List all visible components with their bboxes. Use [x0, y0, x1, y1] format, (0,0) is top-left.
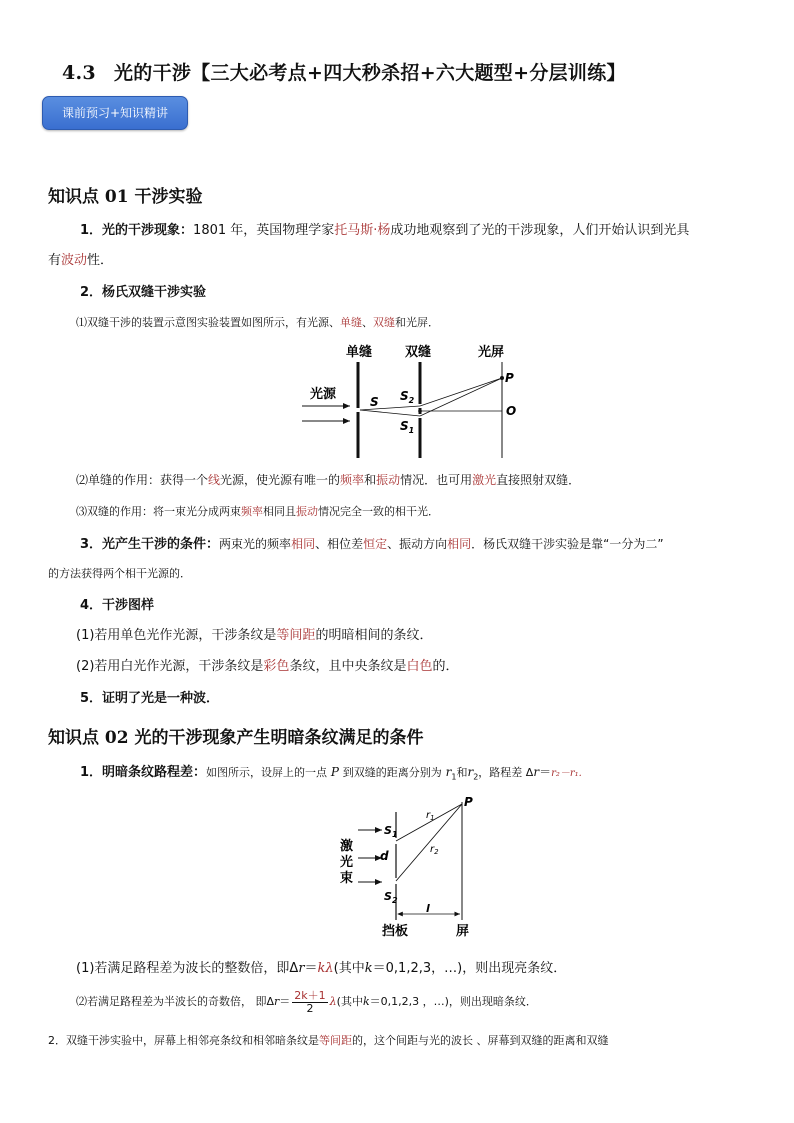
kp2-item1-r2: r	[467, 765, 474, 779]
fig2-laser-label-1: 激	[340, 839, 354, 854]
kp1-item3-red-b: 恒定	[363, 537, 388, 551]
kp1-item4-1-red: 等间距	[276, 628, 316, 643]
fig2-l-label: l	[426, 902, 430, 915]
kp1-item3-line2: 的方法获得两个相干光源的．	[48, 567, 191, 580]
fig1-S-label: S	[370, 395, 379, 409]
kp1-item3-b: 、相位差	[315, 537, 364, 551]
kp1-item3	[80, 535, 664, 554]
path-difference-diagram	[336, 794, 486, 940]
fig1-ray-s-s2	[360, 406, 420, 410]
kp1-sub1	[76, 314, 439, 332]
fig2-baffle-label: 挡板	[382, 924, 409, 939]
kp1-sub2-red-b: 频率	[340, 473, 365, 487]
kp1-heading: 知识点 01 干涉实验	[48, 187, 203, 207]
kp1-item3-d: ．杨氏双缝干涉实验是靠“一分为二”	[471, 537, 664, 551]
fig1-S1-label: $S_1$	[400, 419, 415, 435]
kp2-item1	[80, 763, 582, 786]
kp1-sub2-b: 光源，使光源有唯一的	[220, 473, 341, 487]
kp2-item1-b: 到双缝的距离分别为	[342, 766, 442, 779]
kp2-item1-r2sub: 2	[473, 772, 479, 782]
kp1-item2: 2．杨氏双缝干涉实验	[80, 285, 207, 300]
kp2-item1-r1: r	[445, 765, 452, 779]
kp1-item4-2a: (2)若用白光作光源，干涉条纹是	[76, 659, 264, 674]
kp2-item1-P: P	[330, 765, 339, 779]
kp2-c1-red: kλ	[317, 961, 334, 976]
kp1-sub1-b: 和光屏．	[395, 316, 439, 329]
kp1-item1-line2	[48, 252, 113, 270]
kp2-item2	[48, 1032, 609, 1050]
kp2-item1-expr: r₂－r₁.	[551, 768, 582, 779]
kp1-sub1-red-b: 双缝	[373, 316, 395, 329]
kp1-item4-2	[76, 658, 458, 676]
kp1-sub3-c: 情况完全一致的相干光．	[318, 505, 439, 518]
fig1-O-label: O	[506, 404, 517, 418]
section-title: 光的干涉【三大必考点+四大秒杀招+六大题型+分层训练】	[113, 62, 626, 84]
kp2-c2-a: ⑵若满足路程差为半波长的奇数倍， 即Δ	[76, 995, 275, 1008]
kp1-sub1-red-a: 单缝	[340, 316, 362, 329]
kp1-item4-2c: 的．	[432, 659, 459, 674]
kp2-c2-r: r	[274, 995, 280, 1008]
kp1-sub2-red-c: 振动	[376, 473, 401, 487]
kp2-c1-r: r	[298, 961, 305, 976]
kp1-sub3-red-a: 频率	[241, 505, 263, 518]
kp1-item5: 5．证明了光是一种波．	[80, 691, 220, 706]
kp1-item1-red-b: 波动	[61, 253, 88, 268]
kp1-item1-label: 1．光的干涉现象：	[80, 223, 194, 238]
kp2-item2-a: 2．双缝干涉实验中，屏幕上相邻亮条纹和相邻暗条纹是	[48, 1034, 319, 1047]
kp2-c2-den: 2	[306, 1001, 314, 1015]
kp2-item1-a: 如图所示，设屏上的一点	[206, 766, 328, 779]
kp2-c2-num: 2k＋1	[294, 988, 326, 1002]
section-number: 4.3	[62, 62, 96, 84]
kp1-sub3-a: ⑶双缝的作用：将一束光分成两束	[76, 505, 241, 518]
kp1-item3-red-c: 相同	[447, 537, 472, 551]
fig2-S2-label: $S_2$	[384, 890, 398, 905]
fig2-r1-label: $r_1$	[426, 810, 435, 822]
kp1-sub3	[76, 503, 439, 521]
kp1-sub2-a: ⑵单缝的作用：获得一个	[76, 473, 209, 487]
kp1-sub2	[76, 471, 580, 489]
kp1-item4-1b: 的明暗相间的条纹．	[315, 628, 433, 643]
kp2-c2-lambda: λ	[329, 995, 337, 1008]
kp1-item4: 4．干涉图样	[80, 598, 155, 613]
fig1-center-dot	[418, 409, 422, 413]
kp1-sub2-d: 情况．也可用	[400, 473, 473, 487]
kp2-item1-eq: ＝	[539, 765, 552, 779]
page-title	[62, 58, 626, 85]
kp1-item4-2-red-b: 白色	[406, 659, 433, 674]
preview-badge-button[interactable]: 课前预习+知识精讲	[42, 96, 188, 130]
kp1-item3-red-a: 相同	[291, 537, 316, 551]
kp1-item1	[80, 222, 689, 240]
fig2-r2-label: $r_2$	[430, 844, 439, 856]
kp2-item2-red: 等间距	[319, 1034, 352, 1047]
kp1-item4-2-red-a: 彩色	[263, 659, 290, 674]
fig2-S1-label: $S_1$	[384, 824, 398, 839]
kp1-sub3-b: 相同且	[263, 505, 296, 518]
kp2-c1-k: k	[364, 961, 373, 976]
kp2-c2-c: ＝0,1,2,3 ，…)，则出现暗条纹．	[369, 995, 537, 1008]
fig1-point-p	[500, 376, 504, 380]
kp2-item2-b: 的，这个间距与光的波长 、屏幕到双缝的距离和双缝	[352, 1034, 609, 1047]
fig2-P-label: P	[464, 795, 473, 809]
kp2-c2-k: k	[362, 995, 370, 1008]
fig1-single-slit-label: 单缝	[346, 345, 373, 360]
fig1-double-slit-label: 双缝	[405, 345, 432, 360]
kp2-condition-1	[76, 960, 566, 978]
fig1-S2-label: $S_2$	[400, 389, 415, 405]
fig1-screen-label: 光屏	[478, 345, 505, 360]
kp1-item3-a: 两束光的频率	[219, 537, 292, 551]
kp2-c1-eq: ＝	[304, 961, 318, 976]
fig2-laser-label-3: 束	[340, 871, 354, 886]
kp2-item1-label: 1．明暗条纹路程差：	[80, 765, 207, 780]
kp2-c2-fraction	[292, 990, 327, 1015]
kp1-item1-red: 托马斯·杨	[334, 223, 391, 238]
double-slit-diagram	[296, 342, 530, 460]
fig2-screen-label: 屏	[456, 924, 470, 939]
kp2-c2-b: (其中	[336, 995, 363, 1008]
kp1-sub1-sep: 、	[362, 316, 373, 329]
kp1-sub2-red-d: 激光	[472, 473, 497, 487]
kp1-item1-l2b: 性．	[87, 253, 114, 268]
fig2-d-label: d	[380, 849, 389, 863]
fig1-ray-s-s1	[360, 410, 420, 416]
kp1-sub2-red-a: 线	[208, 473, 221, 487]
kp2-item1-c: ，路程差 Δ	[478, 766, 534, 779]
kp1-sub2-e: 直接照射双缝．	[496, 473, 581, 487]
fig1-P-label: P	[505, 371, 514, 385]
kp2-item1-r1sub: 1	[451, 772, 457, 782]
kp1-item4-2b: 条纹，且中央条纹是	[289, 659, 407, 674]
kp2-heading: 知识点 02 光的干涉现象产生明暗条纹满足的条件	[48, 728, 424, 748]
fig1-ray-s1-p	[420, 378, 502, 416]
kp1-sub2-c: 和	[364, 473, 377, 487]
kp1-sub3-red-b: 振动	[296, 505, 318, 518]
kp2-c1-a: (1)若满足路程差为波长的整数倍，即Δ	[76, 961, 299, 976]
kp1-item4-1a: (1)若用单色光作光源，干涉条纹是	[76, 628, 277, 643]
kp1-item1-text-b: 成功地观察到了光的干涉现象，人们开始认识到光具	[390, 223, 690, 238]
kp2-condition-2	[76, 988, 537, 1016]
fig1-ray-s2-p	[420, 378, 502, 406]
kp2-c2-eq: ＝	[279, 995, 291, 1008]
kp1-item1-text: 1801 年，英国物理学家	[193, 223, 335, 238]
kp1-sub1-a: ⑴双缝干涉的装置示意图实验装置如图所示，有光源、	[76, 316, 340, 329]
kp1-item3-c: 、振动方向	[387, 537, 448, 551]
kp1-item1-l2a: 有	[48, 253, 62, 268]
kp1-item3-label: 3．光产生干涉的条件：	[80, 537, 220, 552]
fig2-laser-label-2: 光	[340, 855, 354, 870]
kp2-item1-and: 和	[456, 766, 468, 779]
kp2-c1-b: (其中	[333, 961, 365, 976]
kp2-c1-c: ＝0,1,2,3，…)，则出现亮条纹．	[372, 961, 567, 976]
kp1-item4-1	[76, 627, 432, 645]
fig1-source-label: 光源	[310, 387, 337, 402]
kp2-item1-r: r	[533, 765, 540, 779]
